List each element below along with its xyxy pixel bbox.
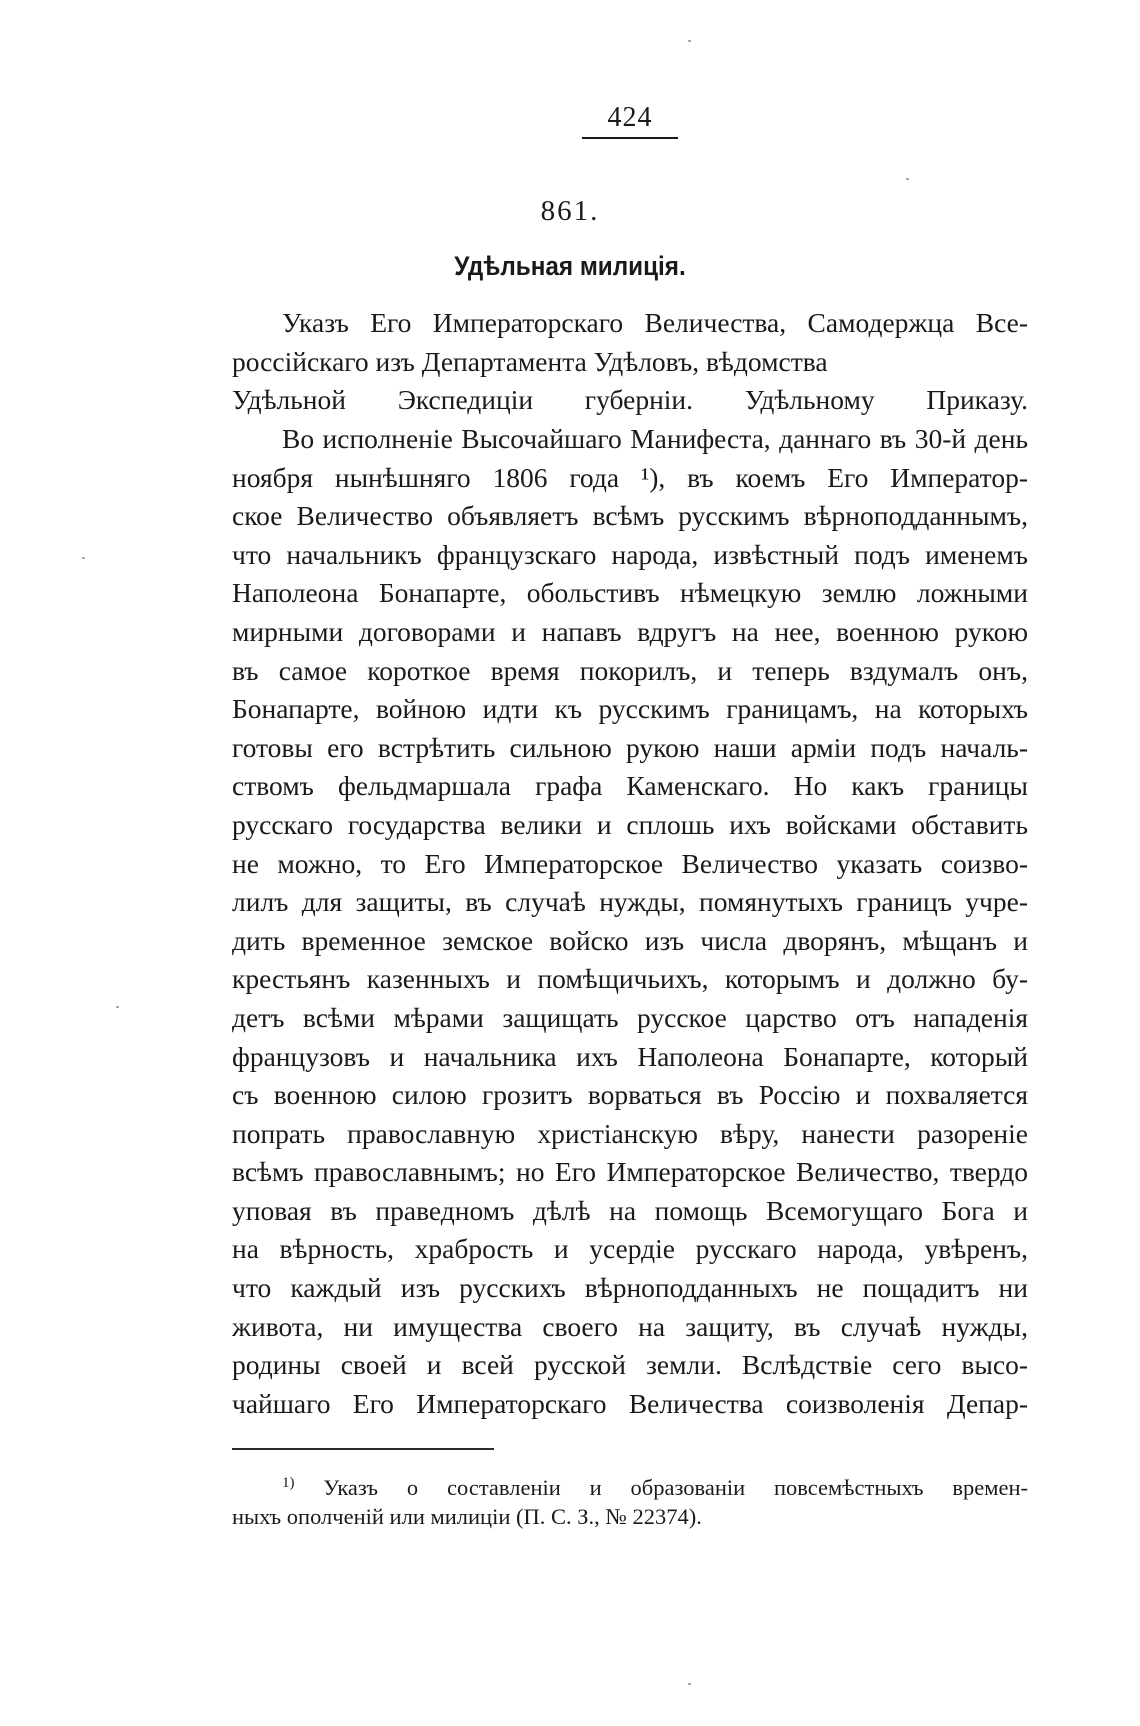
body-line: ноября нынѣшняго 1806 года ¹), въ коемъ Его Император- xyxy=(232,461,1028,493)
document-title: Удѣльная милиція. xyxy=(454,251,686,281)
document-number: 861. xyxy=(540,195,600,227)
footnote-line: ныхъ ополченій или милиціи (П. С. З., № 22374). xyxy=(232,1504,702,1529)
body-line: съ военною силою грозитъ ворваться въ Россію и похваляется xyxy=(232,1079,1028,1111)
body-line: живота, ни имущества своего на защиту, въ случаѣ нужды, xyxy=(232,1310,1028,1342)
body-line: готовы его встрѣтить сильною рукою наши арміи подъ началь- xyxy=(232,731,1028,763)
body-line: всѣмъ православнымъ; но Его Императорское Величество, твердо xyxy=(232,1156,1028,1188)
body-line: детъ всѣми мѣрами защищать русское царство отъ нападенія xyxy=(232,1001,1028,1033)
footnote-marker: 1) xyxy=(282,1475,295,1491)
footnote-separator xyxy=(232,1448,494,1450)
scan-speck xyxy=(116,1006,119,1008)
body-line: чайшаго Его Императорскаго Величества соизволенія Депар- xyxy=(232,1387,1028,1419)
body-line: Во исполненіе Высочайшаго Манифеста, даннаго въ 30-й день xyxy=(282,423,1028,454)
body-line: ское Величество объявляетъ всѣмъ русскимъ вѣрноподданнымъ, xyxy=(232,500,1028,532)
body-line: ствомъ фельдмаршала графа Каменскаго. Но какъ границы xyxy=(232,770,1028,802)
body-line: Бонапарте, войною идти къ русскимъ границамъ, на которыхъ xyxy=(232,693,1028,725)
body-line: уповая въ праведномъ дѣлѣ на помощь Всемогущаго Бога и xyxy=(232,1194,1028,1226)
body-line: мирными договорами и напавъ вдругъ на нее, военною рукою xyxy=(232,615,1028,647)
body-line: французовъ и начальника ихъ Наполеона Бонапарте, который xyxy=(232,1040,1028,1072)
body-line: что каждый изъ русскихъ вѣрноподданныхъ не пощадитъ ни xyxy=(232,1272,1028,1304)
body-line: родины своей и всей русской земли. Вслѣдствіе сего высо- xyxy=(232,1349,1028,1381)
body-line: дить временное земское войско изъ числа дворянъ, мѣщанъ и xyxy=(232,924,1028,956)
footnote-line xyxy=(232,1466,1028,1500)
body-line: въ самое короткое время покорилъ, и теперь вздумалъ онъ, xyxy=(232,654,1028,686)
body-line: Наполеона Бонапарте, обольстивъ нѣмецкую землю ложными xyxy=(232,577,1028,609)
decree-body xyxy=(232,420,1028,1423)
preamble-line: Удѣльной Экспедиціи губерніи. Удѣльному Приказу. xyxy=(232,384,1028,416)
body-line: лилъ для защиты, въ случаѣ нужды, помянутыхъ границъ учре- xyxy=(232,886,1028,918)
scan-speck xyxy=(82,557,85,559)
scan-speck xyxy=(906,178,909,180)
body-line: попрать православную христіанскую вѣру, нанести разореніе xyxy=(232,1117,1028,1149)
footnote-text: Указъ о составленіи и образованіи повсемѣстныхъ времен- xyxy=(323,1475,1028,1500)
page-number: 424 xyxy=(607,102,653,133)
body-line: не можно, то Его Императорское Величество указать соизво- xyxy=(232,847,1028,879)
body-line: русскаго государства велики и сплошь ихъ войсками обставить xyxy=(232,808,1028,840)
decree-preamble xyxy=(232,304,1028,420)
body-line: что начальникъ французскаго народа, извѣстный подъ именемъ xyxy=(232,538,1028,570)
page-number-underline xyxy=(582,137,678,139)
preamble-line: Указъ Его Императорскаго Величества, Самодержца Все- xyxy=(282,307,1028,338)
preamble-line: россійскаго изъ Департамента Удѣловъ, вѣдомства xyxy=(232,345,828,377)
body-line: крестьянъ казенныхъ и помѣщичьихъ, которымъ и должно бу- xyxy=(232,963,1028,995)
body-line: на вѣрность, храбрость и усердіе русскаго народа, увѣренъ, xyxy=(232,1233,1028,1265)
scan-speck xyxy=(688,1683,691,1685)
scan-speck xyxy=(688,40,691,42)
footnote xyxy=(232,1466,1028,1534)
